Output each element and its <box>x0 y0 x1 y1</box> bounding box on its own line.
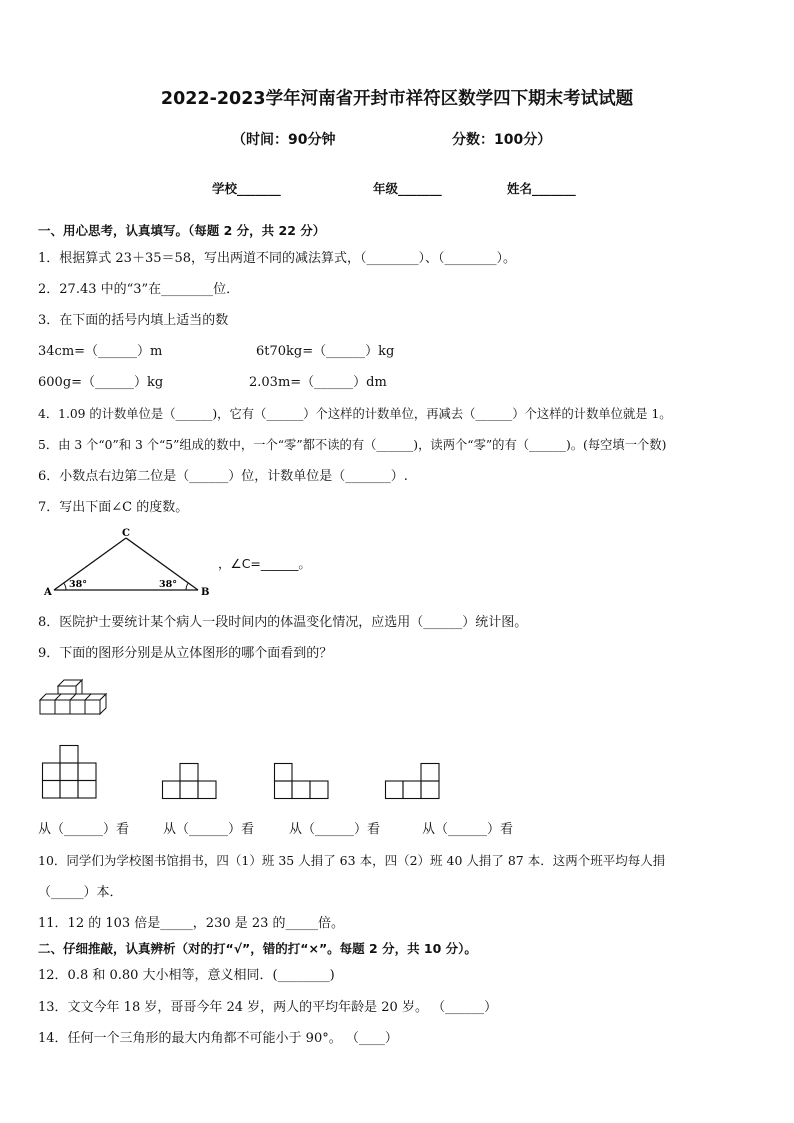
vertex-c-label: C <box>122 528 130 539</box>
triangle-figure <box>40 528 215 600</box>
vertex-a-label: A <box>44 587 52 598</box>
question-9: 9．下面的图形分别是从立体图形的哪个面看到的？ <box>38 646 333 661</box>
view-4-label: 从（______）看 <box>422 822 514 837</box>
view-2-cell-top <box>180 764 198 782</box>
view-3-cell-top <box>275 764 293 782</box>
question-10-line-1: 10．同学们为学校图书馆捐书，四（1）班 35 人捐了 63 本，四（2）班 40 人捐了 87 本．这两个班平均每人捐 <box>38 853 666 868</box>
section-2-heading: 二、仔细推敲，认真辨析（对的打“√”，错的打“×”。每题 2 分，共 10 分）。 <box>38 941 477 956</box>
question-13: 13．文文今年 18 岁，哥哥今年 24 岁，两人的平均年龄是 20 岁。 （______） <box>38 1000 498 1015</box>
question-5: 5．由 3 个“0”和 3 个“5”组成的数中，一个“零”都不读的有（______)，读两个“零”的有（______)。(每空填一个数) <box>38 438 667 452</box>
view-1-cell-r2c2 <box>60 763 78 781</box>
view-3-cell-b1 <box>275 781 293 799</box>
question-7-answer: ，∠C=______。 <box>218 556 311 571</box>
view-2-cell-b3 <box>198 781 216 799</box>
angle-a-label: 38° <box>69 579 87 590</box>
exam-score: 分数：100分） <box>452 132 552 148</box>
row-front-3 <box>70 700 85 714</box>
question-3b: 6t70kg=（______）kg <box>256 344 395 359</box>
view-1-cell-r3c1 <box>43 781 61 799</box>
view-4-cell-b2 <box>403 781 421 799</box>
vertex-b-label: B <box>201 587 210 598</box>
view-3-figure <box>274 763 330 801</box>
solid-figure <box>38 678 108 722</box>
question-8: 8．医院护士要统计某个病人一段时间内的体温变化情况，应选用（______）统计图。 <box>38 615 528 630</box>
view-1-cell-r2c3 <box>78 763 96 781</box>
view-1-cell-top <box>60 746 78 764</box>
exam-time: （时间：90分钟 <box>232 132 336 148</box>
question-10-line-2: （_____）本． <box>38 885 123 900</box>
view-4-figure <box>385 763 441 801</box>
name-field: 姓名_______ <box>507 181 576 196</box>
view-3-cell-b2 <box>292 781 310 799</box>
question-3d: 2.03m=（______）dm <box>249 375 387 390</box>
exam-title: 2022-2023学年河南省开封市祥符区数学四下期末考试试题 <box>160 89 634 109</box>
question-3: 3．在下面的括号内填上适当的数 <box>38 313 229 328</box>
question-4: 4．1.09 的计数单位是（______)，它有（______）个这样的计数单位，再减去（______）个这样的计数单位就是 1。 <box>38 407 672 421</box>
view-4-cell-b3 <box>421 781 439 799</box>
view-2-label: 从（______）看 <box>163 822 255 837</box>
row-front-1 <box>40 700 55 714</box>
section-1-heading: 一、用心思考，认真填写。（每题 2 分，共 22 分） <box>38 223 326 238</box>
question-3a: 34cm=（______）m <box>38 344 163 359</box>
row-front-2 <box>55 700 70 714</box>
angle-b-arc <box>186 583 188 590</box>
question-6: 6．小数点右边第二位是（______）位，计数单位是（_______）. <box>38 469 408 484</box>
view-1-cell-r2c1 <box>43 763 61 781</box>
question-11: 11．12 的 103 倍是_____，230 是 23 的_____倍。 <box>38 916 345 931</box>
question-1: 1．根据算式 23＋35＝58，写出两道不同的减法算式，（________）、（________）。 <box>38 251 517 266</box>
view-1-cell-r3c3 <box>78 781 96 799</box>
view-2-figure <box>162 763 218 801</box>
question-12: 12．0.8 和 0.80 大小相等，意义相同．(________) <box>38 968 335 983</box>
grade-field: 年级_______ <box>373 181 442 196</box>
question-14: 14．任何一个三角形的最大内角都不可能小于 90°。 （____） <box>38 1031 398 1046</box>
question-7: 7．写出下面∠C 的度数。 <box>38 500 189 515</box>
view-3-label: 从（______）看 <box>289 822 381 837</box>
triangle-side-ac <box>54 538 126 590</box>
row-front-4 <box>85 700 100 714</box>
question-2: 2．27.43 中的“3”在________位． <box>38 282 240 297</box>
school-field: 学校_______ <box>212 181 281 196</box>
view-2-cell-b1 <box>163 781 181 799</box>
view-4-cell-top <box>421 764 439 782</box>
angle-b-label: 38° <box>159 579 177 590</box>
view-1-label: 从（______）看 <box>38 822 130 837</box>
view-1-cell-r3c2 <box>60 781 78 799</box>
view-2-cell-b2 <box>180 781 198 799</box>
angle-a-arc <box>64 583 66 590</box>
view-1-figure <box>42 745 98 799</box>
view-3-cell-b3 <box>310 781 328 799</box>
question-3c: 600g=（______）kg <box>38 375 164 390</box>
view-4-cell-b1 <box>386 781 404 799</box>
